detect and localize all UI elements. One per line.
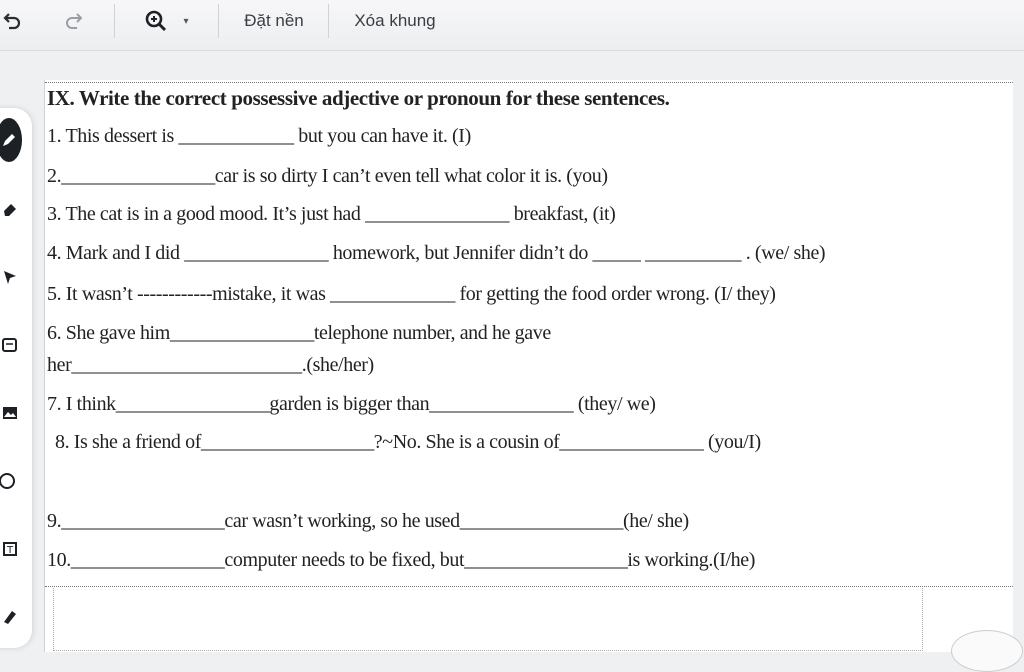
- worksheet-title: IX. Write the correct possessive adjective or pronoun for these sentences.: [47, 86, 670, 110]
- svg-text:T: T: [7, 545, 14, 556]
- empty-frame[interactable]: [53, 588, 923, 651]
- note-icon: [1, 336, 19, 354]
- exercise-line: 3. The cat is in a good mood. It’s just had _______________ breakfast, (it): [47, 203, 616, 225]
- pencil-icon: [1, 132, 17, 148]
- exercise-line: 5. It wasn’t ------------mistake, it was _____________ for getting the food order wrong. (I/ they): [47, 283, 776, 305]
- corner-handle[interactable]: [951, 630, 1023, 672]
- exercise-line: 1. This dessert is ____________ but you can have it. (I): [47, 125, 471, 147]
- exercise-line: 9._________________car wasn’t working, so he used_________________(he/ she): [47, 510, 689, 532]
- image-icon: [1, 404, 19, 422]
- frame-border-top: [45, 82, 1013, 83]
- exercise-line: 2.________________car is so dirty I can’t even tell what color it is. (you): [47, 165, 608, 187]
- exercise-line: 7. I think________________garden is bigger than_______________ (they/ we): [47, 393, 656, 415]
- eraser-icon: [1, 200, 19, 218]
- exercise-line: 10.________________computer needs to be fixed, but_________________is working.(I/he): [47, 549, 755, 571]
- text-frame-tool[interactable]: [0, 536, 22, 562]
- eraser-tool[interactable]: [0, 196, 22, 222]
- pointer-tool[interactable]: [0, 264, 22, 290]
- delete-frame-button[interactable]: Xóa khung: [354, 11, 436, 30]
- set-background-button[interactable]: Đặt nền: [244, 11, 304, 30]
- tool-sidebar: [0, 108, 32, 648]
- note-tool[interactable]: [0, 332, 22, 358]
- pencil-tool[interactable]: [0, 118, 22, 162]
- exercise-line: 8. Is she a friend of__________________?~No. She is a cousin of_______________ (you/I): [55, 431, 761, 453]
- toolbar: [0, 0, 1024, 51]
- zoom-in-icon: [143, 8, 169, 34]
- circle-icon: [0, 471, 18, 491]
- undo-icon: [0, 10, 22, 32]
- highlighter-icon: [1, 608, 19, 626]
- chevron-down-icon: ▾: [183, 15, 189, 27]
- redo-icon: [64, 10, 86, 32]
- toolbar-divider: [114, 4, 115, 38]
- whiteboard-canvas[interactable]: [44, 80, 1013, 652]
- exercise-line: 6. She gave him_______________telephone number, and he gave: [47, 322, 551, 344]
- highlighter-tool[interactable]: [0, 604, 22, 630]
- toolbar-divider: [218, 4, 219, 38]
- toolbar-divider: [328, 4, 329, 38]
- text-frame-icon: [1, 540, 19, 558]
- exercise-line: her________________________.(she/her): [47, 354, 374, 376]
- exercise-line: 4. Mark and I did _______________ homework, but Jennifer didn’t do _____ __________ . (we/ she): [47, 242, 826, 264]
- undo-button[interactable]: [0, 6, 28, 36]
- shape-tool[interactable]: [0, 468, 20, 494]
- frame-border-bottom: [45, 586, 1013, 587]
- zoom-dropdown[interactable]: [136, 6, 196, 36]
- image-tool[interactable]: [0, 400, 22, 426]
- pointer-icon: [1, 268, 19, 286]
- redo-button[interactable]: [58, 6, 92, 36]
